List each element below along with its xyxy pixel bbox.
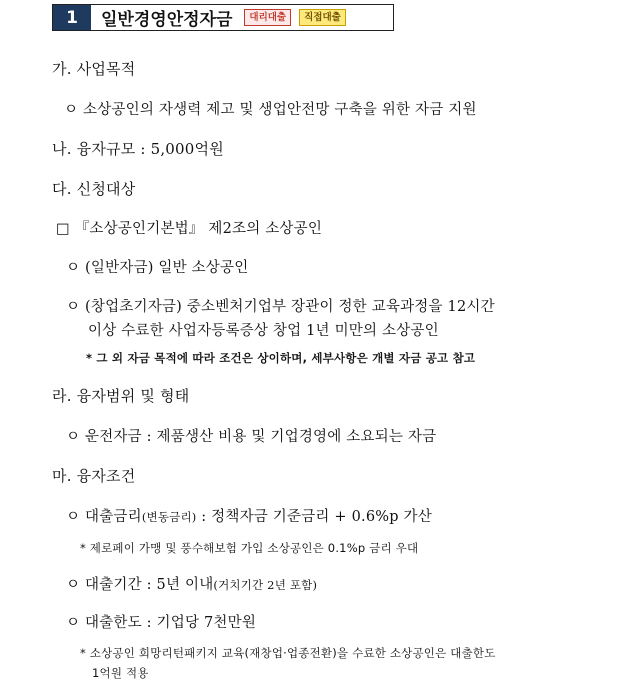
terms-heading: 마. 융자조건 bbox=[52, 467, 136, 485]
period-prefix: ㅇ 대출기간 : 5년 이내 bbox=[66, 577, 214, 593]
period-small: (거치기간 2년 포함) bbox=[213, 578, 318, 592]
badge-agency-loan: 대리대출 bbox=[244, 9, 291, 26]
target-note: * 그 외 자금 목적에 따라 조건은 상이하며, 세부사항은 개별 자금 공고 참고 bbox=[86, 351, 476, 365]
limit-note-line1: * 소상공인 희망리턴패키지 교육(재창업·업종전환)을 수료한 소상공인은 대출한도 bbox=[80, 646, 496, 660]
period-item bbox=[66, 573, 317, 594]
section-title: 일반경영안정자금 bbox=[101, 10, 233, 30]
range-heading: 라. 융자범위 및 형태 bbox=[52, 387, 190, 405]
target-item: □ 『소상공인기본법』 제2조의 소상공인 bbox=[56, 221, 323, 237]
target-heading: 다. 신청대상 bbox=[52, 180, 136, 198]
rate-small: (변동금리) bbox=[141, 510, 197, 524]
rate-prefix: ㅇ 대출금리 bbox=[66, 509, 142, 525]
target-sub-startup-line2: 이상 수료한 사업자등록증상 창업 1년 미만의 소상공인 bbox=[88, 323, 439, 339]
rate-item bbox=[66, 505, 432, 526]
rate-note: * 제로페이 가맹 및 풍수해보험 가입 소상공인은 0.1%p 금리 우대 bbox=[80, 541, 419, 555]
rate-suffix: : 정책자금 기준금리 + 0.6%p 가산 bbox=[196, 509, 432, 525]
section-title-box bbox=[52, 4, 394, 31]
limit-item: ㅇ 대출한도 : 기업당 7천만원 bbox=[66, 615, 257, 631]
target-sub-general: ㅇ (일반자금) 일반 소상공인 bbox=[66, 260, 249, 276]
target-sub-startup-line1: ㅇ (창업초기자금) 중소벤처기업부 장관이 정한 교육과정을 12시간 bbox=[66, 299, 495, 315]
badge-direct-loan: 직접대출 bbox=[299, 9, 346, 26]
purpose-item: ㅇ 소상공인의 자생력 제고 및 생업안전망 구축을 위한 자금 지원 bbox=[64, 102, 477, 118]
limit-note-line2: 1억원 적용 bbox=[92, 666, 149, 680]
purpose-heading: 가. 사업목적 bbox=[52, 60, 136, 78]
range-item: ㅇ 운전자금 : 제품생산 비용 및 기업경영에 소요되는 자금 bbox=[66, 429, 437, 445]
section-number: 1 bbox=[53, 5, 91, 30]
scale-heading: 나. 융자규모 : 5,000억원 bbox=[52, 140, 224, 158]
